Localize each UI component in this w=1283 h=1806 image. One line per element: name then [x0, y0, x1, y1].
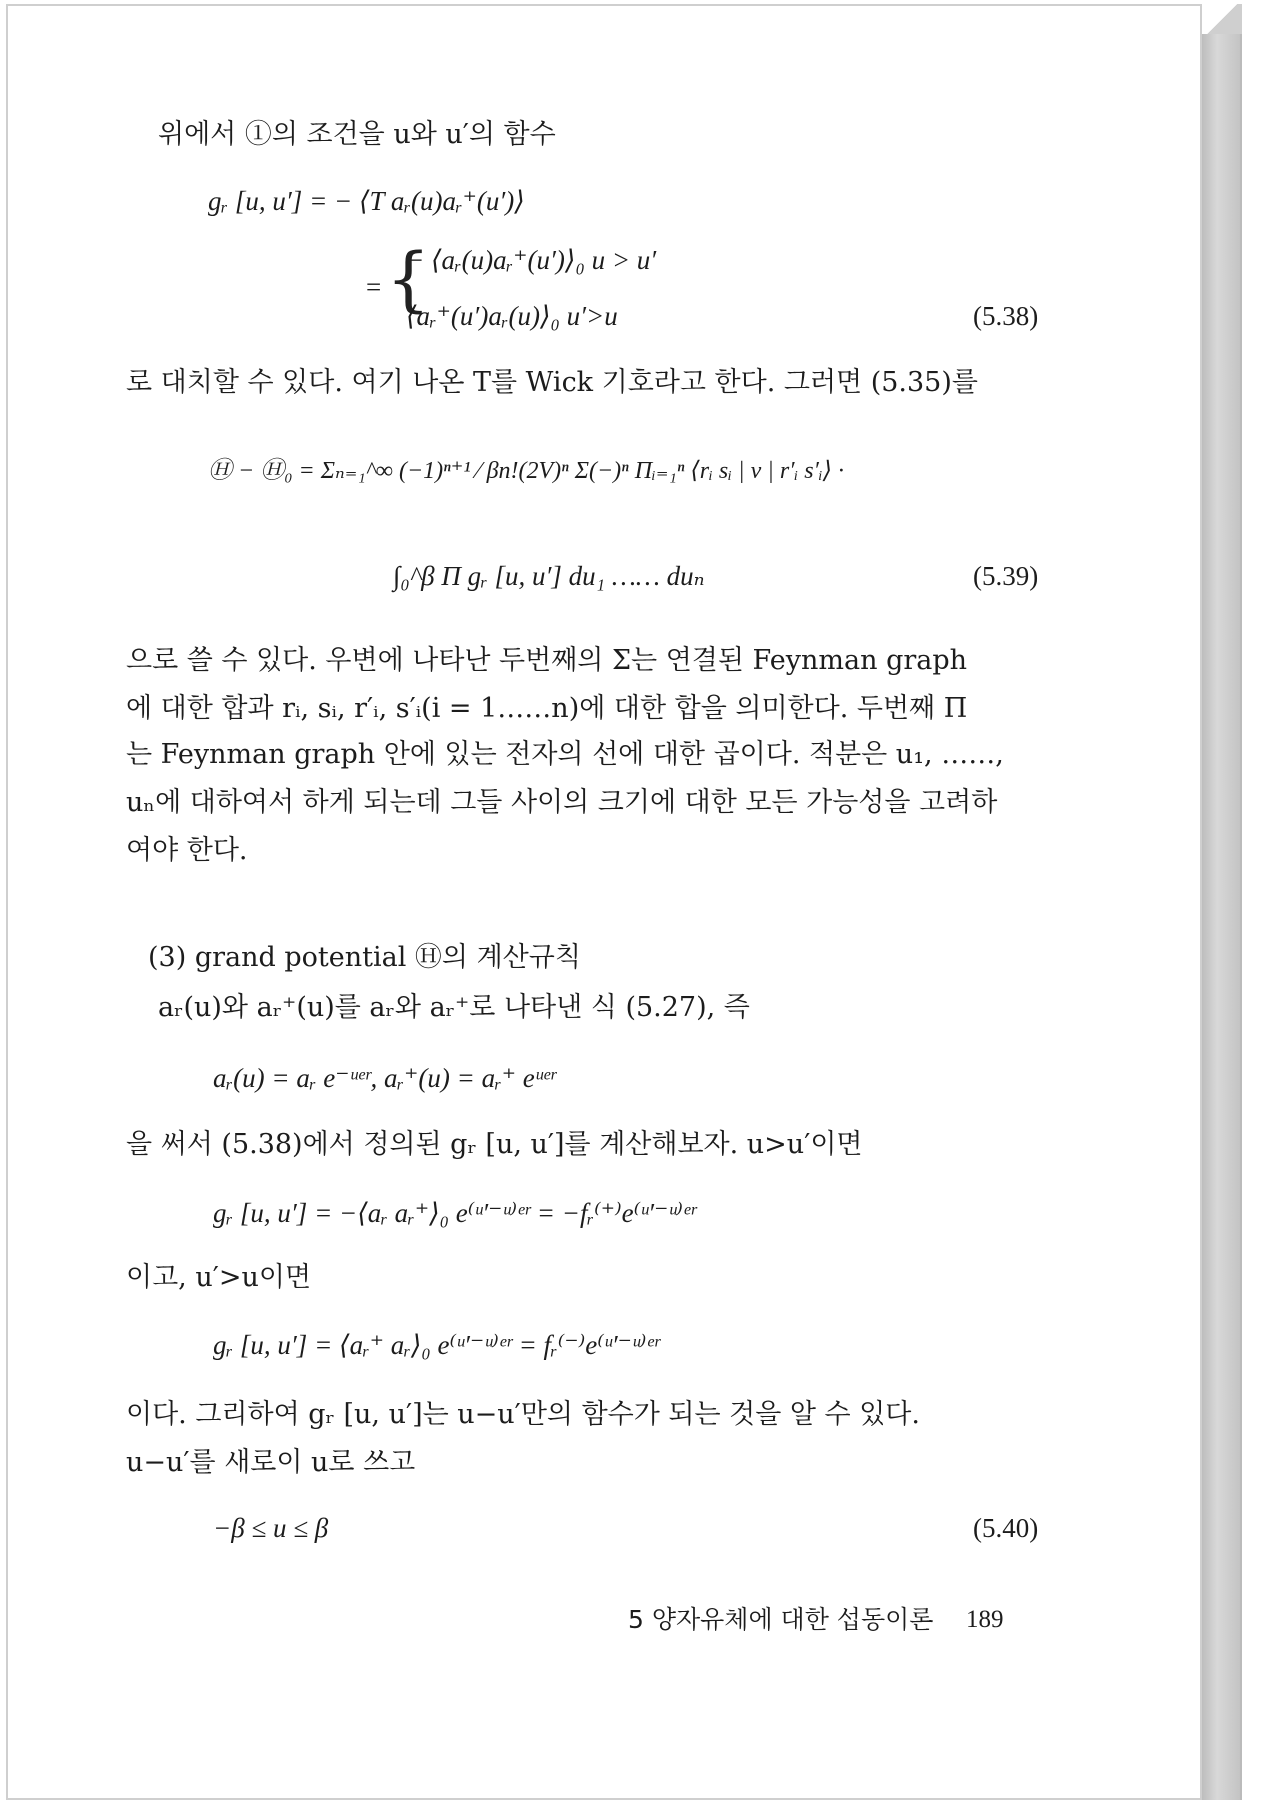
text-line: 위에서 ①의 조건을 u와 u′의 함수: [158, 119, 556, 150]
equation-5-38-line1: gᵣ [u, u′] = − ⟨T aᵣ(u)aᵣ⁺(u′)⟩: [208, 186, 525, 216]
page-number: 189: [966, 1606, 1004, 1633]
text-line: 이고, u′>u이면: [126, 1262, 312, 1293]
book-page: [6, 4, 1202, 1800]
equation-5-39-line1: Ⓗ − Ⓗ₀ = Σₙ₌₁^∞ (−1)ⁿ⁺¹ ⁄ βn!(2V)ⁿ Σ(−)ⁿ Πᵢ₌₁ⁿ ⟨rᵢ sᵢ | v | r′ᵢ s′ᵢ⟩ ·: [208, 458, 845, 484]
equation-5-40: −β ≤ u ≤ β: [213, 1513, 329, 1543]
text-line: aᵣ(u)와 aᵣ⁺(u)를 aᵣ와 aᵣ⁺로 나타낸 식 (5.27), 즉: [158, 992, 750, 1023]
equation-line: gᵣ [u, u′] = −⟨aᵣ aᵣ⁺⟩₀ e⁽ᵘ′⁻ᵘ⁾ᵉʳ = −fᵣ⁽⁺⁾e⁽ᵘ′⁻ᵘ⁾ᵉʳ: [213, 1198, 696, 1228]
paragraph-line: uₙ에 대하여서 하게 되는데 그들 사이의 크기에 대한 모든 가능성을 고려하: [126, 787, 998, 818]
text-line: u−u′를 새로이 u로 쓰고: [126, 1447, 416, 1478]
equation-number: (5.40): [973, 1513, 1039, 1543]
equation-line: aᵣ(u) = aᵣ e⁻ᵘᵉʳ, aᵣ⁺(u) = aᵣ⁺ eᵘᵉʳ: [213, 1063, 556, 1093]
equation-5-38-case1: − ⟨aᵣ(u)aᵣ⁺(u′)⟩₀ u > u′: [406, 245, 657, 275]
running-footer: 5 양자유체에 대한 섭동이론: [628, 1605, 934, 1634]
page-stack-edge: [1202, 4, 1242, 1800]
equation-line: gᵣ [u, u′] = ⟨aᵣ⁺ aᵣ⟩₀ e⁽ᵘ′⁻ᵘ⁾ᵉʳ = fᵣ⁽⁻⁾e⁽ᵘ′⁻ᵘ⁾ᵉʳ: [213, 1330, 660, 1360]
case-brace: {: [386, 238, 431, 320]
equation-number: (5.39): [973, 561, 1039, 591]
equation-5-38-equals: =: [366, 272, 382, 302]
paragraph-line: 여야 한다.: [126, 835, 248, 866]
equation-5-38-case2: ⟨aᵣ⁺(u′)aᵣ(u)⟩₀ u′>u: [406, 301, 618, 331]
section-heading: (3) grand potential Ⓗ의 계산규칙: [148, 942, 581, 973]
equation-5-39-line2: ∫₀^β Π gᵣ [u, u′] du₁ …… duₙ: [393, 561, 705, 591]
page-corner-fold: [1202, 4, 1242, 34]
text-line: 을 써서 (5.38)에서 정의된 gᵣ [u, u′]를 계산해보자. u>u′이면: [126, 1129, 863, 1160]
paragraph-line: 으로 쓸 수 있다. 우변에 나타난 두번째의 Σ는 연결된 Feynman graph: [126, 645, 968, 676]
paragraph-line: 에 대한 합과 rᵢ, sᵢ, r′ᵢ, s′ᵢ(i = 1……n)에 대한 합을 의미한다. 두번째 Π: [126, 693, 968, 724]
equation-number: (5.38): [973, 301, 1039, 331]
paragraph-line: 는 Feynman graph 안에 있는 전자의 선에 대한 곱이다. 적분은 u₁, ……,: [126, 739, 1004, 770]
text-line: 로 대치할 수 있다. 여기 나온 T를 Wick 기호라고 한다. 그러면 (5.35)를: [126, 367, 978, 398]
text-line: 이다. 그리하여 gᵣ [u, u′]는 u−u′만의 함수가 되는 것을 알 수 있다.: [126, 1399, 920, 1430]
